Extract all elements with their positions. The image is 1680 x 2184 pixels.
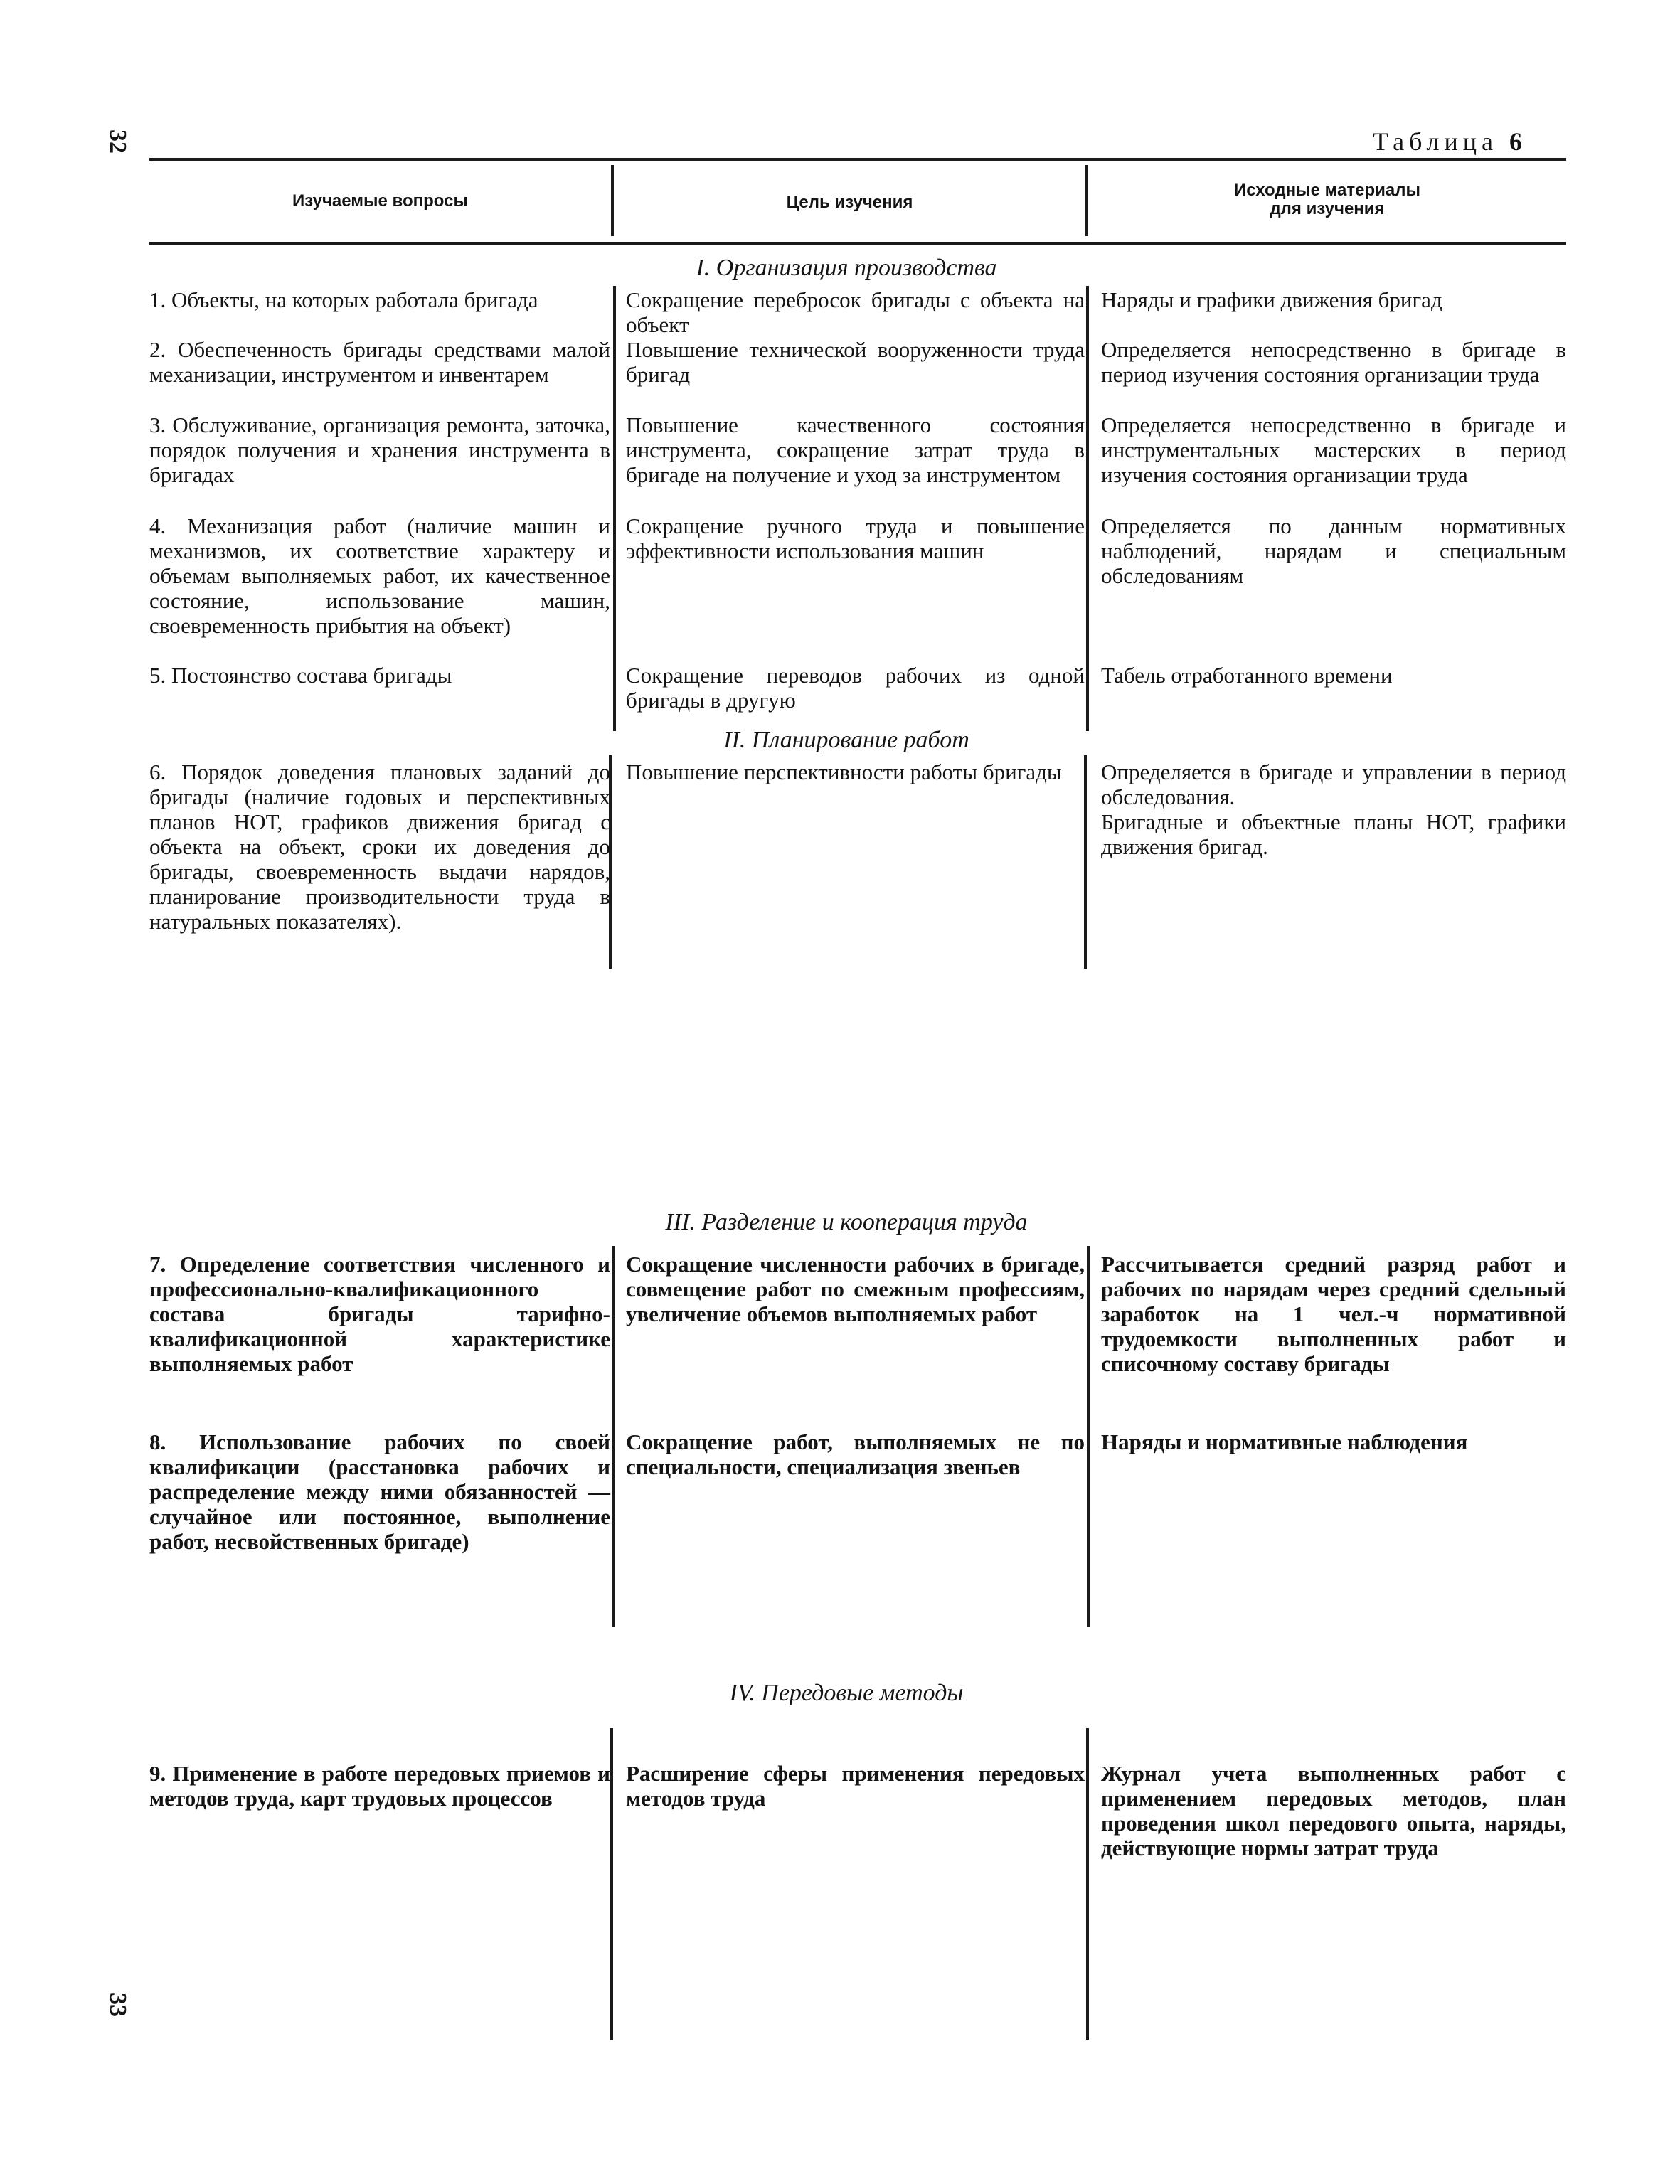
row8-question: 8. Использование рабочих по своей квалификации (расстановка рабочих и распределение между ними обязанностей — случайное или постоянное, выполнение работ, несвойственных бригаде) (149, 1429, 610, 1554)
row5-question: 5. Постоянство состава бригады (149, 663, 452, 688)
row5-goal: Сокращение переводов рабочих из одной бригады в другую (626, 663, 1085, 713)
row8-goal: Сокращение работ, выполняемых не по специальности, специализация звеньев (626, 1429, 1085, 1479)
page-number-top: 32 (105, 129, 131, 154)
row4-goal: Сокращение ручного труда и повышение эффективности использования машин (626, 513, 1085, 563)
row1-goal: Сокращение перебросок бригады с объекта на объект (626, 287, 1085, 337)
header-goal: Цель изучения (786, 193, 913, 212)
section-title-3: III. Разделение и кооперация труда (665, 1209, 1028, 1235)
section-title-2: II. Планирование работ (723, 727, 969, 753)
col-divider-s2-2 (1084, 755, 1087, 969)
row1-source: Наряды и графики движения бригад (1101, 287, 1442, 312)
section-title-1: I. Организация производства (696, 255, 997, 281)
row9-question: 9. Применение в работе передовых приемов и методов труда, карт трудовых процессов (149, 1761, 610, 1811)
page-number-bottom: 33 (105, 1993, 131, 2017)
row7-source: Рассчитывается средний разряд работ и рабочих по нарядам через средний сдельный заработок на 1 чел.-ч нормативной трудоемкости выполненных работ и списочному составу бригады (1101, 1252, 1566, 1376)
row9-goal: Расширение сферы применения передовых методов труда (626, 1761, 1085, 1811)
row2-goal: Повышение технической вооруженности труда бригад (626, 337, 1085, 387)
row2-question: 2. Обеспеченность бригады средствами малой механизации, инструментом и инвентарем (149, 337, 610, 387)
col-divider-s4-2 (1086, 1728, 1089, 2040)
row3-goal: Повышение качественного состояния инструмента, сокращение затрат труда в бригаде на получение и уход за инструментом (626, 412, 1085, 487)
row4-source: Определяется по данным нормативных наблюдений, нарядам и специальным обследованиям (1101, 513, 1566, 588)
row3-source: Определяется непосредственно в бригаде и инструментальных мастерских в период изучения состояния организации труда (1101, 412, 1566, 487)
row6-goal: Повышение перспективности работы бригады (626, 760, 1062, 784)
section-title-4: IV. Передовые методы (729, 1680, 964, 1706)
col-divider-s3-1 (612, 1246, 615, 1627)
row8-source: Наряды и нормативные наблюдения (1101, 1429, 1468, 1454)
header-top-rule (149, 158, 1566, 161)
table-title (1373, 127, 1522, 156)
row4-question: 4. Механизация работ (наличие машин и механизмов, их соответствие характеру и объемам выполняемых работ, их качественное состояние, использование машин, своевременность прибытия на объект) (149, 513, 610, 638)
row2-source: Определяется непосредственно в бригаде в период изучения состояния организации труда (1101, 337, 1566, 387)
row3-question: 3. Обслуживание, организация ремонта, заточка, порядок получения и хранения инструмента в бригадах (149, 412, 610, 487)
row6-question: 6. Порядок доведения плановых заданий до бригады (наличие годовых и перспективных планов НОТ, графиков движения бригад с объекта на объект, сроки их доведения до бригады, своевременность выдачи нарядов, планирование производительности труда в натуральных показателях). (149, 760, 610, 934)
row6-source: Определяется в бригаде и управлении в период обследования. Бригадные и объектные планы НОТ, графики движения бригад. (1101, 760, 1566, 859)
header-sources: Исходные материалы для изучения (1233, 181, 1420, 218)
row7-question: 7. Определение соответствия численного и профессионально-квалификационного состава бригады тарифно-квалификационной характеристике выполняемых работ (149, 1252, 610, 1376)
table-title-number: 6 (1509, 127, 1522, 156)
row7-goal: Сокращение численности рабочих в бригаде, совмещение работ по смежным профессиям, увеличение объемов выполняемых работ (626, 1252, 1085, 1326)
col-divider-s1-1 (613, 286, 616, 731)
header-bottom-rule (149, 242, 1566, 245)
row5-source: Табель отработанного времени (1101, 663, 1393, 688)
col-divider-s3-2 (1087, 1246, 1090, 1627)
row9-source: Журнал учета выполненных работ с применением передовых методов, план проведения школ передового опыта, наряды, действующие нормы затрат труда (1101, 1761, 1566, 1860)
header-questions: Изучаемые вопросы (292, 191, 468, 211)
row1-question: 1. Объекты, на которых работала бригада (149, 287, 538, 312)
col-divider-s1-2 (1086, 286, 1089, 731)
col-divider-s4-1 (610, 1728, 613, 2040)
table-title-word: Таблица (1373, 127, 1498, 156)
